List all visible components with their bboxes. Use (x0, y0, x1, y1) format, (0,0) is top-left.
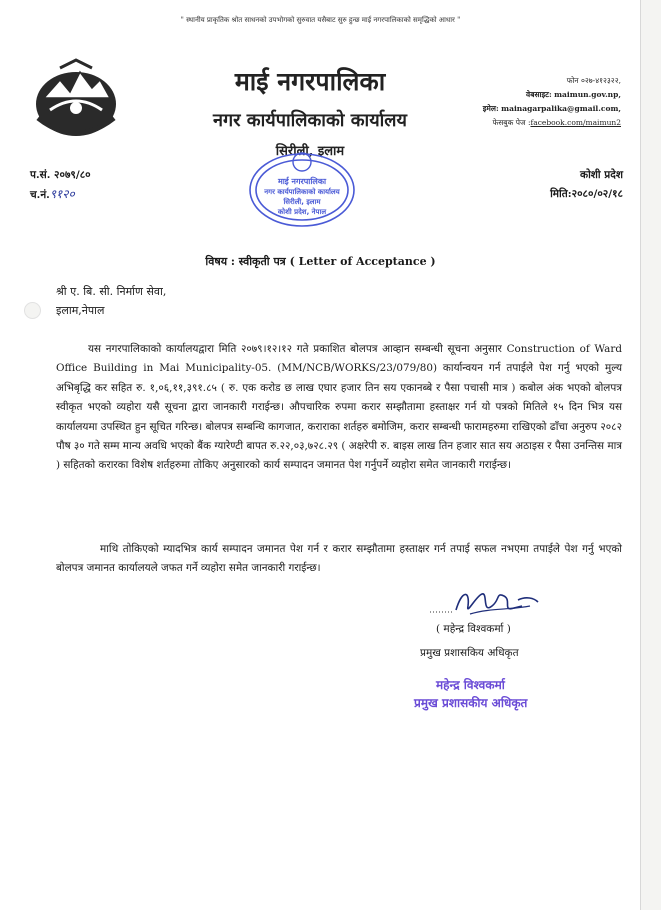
letter-subject: विषय : स्वीकृती पत्र ( Letter of Acceptance ) (205, 255, 436, 268)
svg-text:माई नगरपालिका: माई नगरपालिका (277, 177, 327, 186)
nepal-emblem-icon (30, 58, 122, 142)
letter-date: मिति:२०८०/०२/१८ (550, 188, 623, 200)
svg-text:नगर कार्यपालिकाको कार्यालय: नगर कार्यपालिकाको कार्यालय (264, 188, 340, 196)
contact-block (483, 74, 621, 130)
svg-text:सिरीली, इलाम: सिरीली, इलाम (283, 198, 321, 206)
punch-hole (24, 302, 41, 319)
addressee-name: श्री ए. बि. सी. निर्माण सेवा, (56, 285, 167, 298)
signatory-name: ( महेन्द्र विश्वकर्मा ) (436, 623, 511, 635)
contact-phone: फोन ०२७-४१२३२२, (566, 76, 621, 85)
province-date-block (550, 166, 623, 204)
office-motto: " स्थानीय प्राकृतिक श्रोत साधनको उपभोगको सुरुवात यसैबाट सुरु हुन्छ माई नगरपालिकाको समृद्धिको आधार " (180, 16, 461, 24)
contact-website: वेबसाइट: maimun.gov.np, (526, 90, 621, 99)
name-stamp: महेन्द्र विश्वकर्मा (436, 678, 505, 692)
handwritten-signature-icon (430, 586, 540, 622)
letter-paragraph-1: यस नगरपालिकाको कार्यालयद्वारा मिति २०७९।१२।१२ गते प्रकाशित बोलपत्र आव्हान सम्बन्धी सूचना अनुसार Construction of Ward Office Building in Mai Municipality-05. (MM/NCB/WORKS/23/079/80) कार्यान्वयन गर्न तपाईले पेश गर्नु भएको मुल्य अभिबृद्धि कर सहित रु. १,०६,११,३९१.८५ ( रु. एक करोड छ लाख एघार हजार तिन सय एकानब्बे र पैसा पचासी मात्र ) कबोल अंक भएको बोलपत्र स्वीकृत भएको व्यहोरा यसै सूचना द्वारा जानकारी गराईन्छ। औपचारिक रुपमा करार सम्झौतामा हस्ताक्षर गर्न यो पत्रको मितिले १५ दिन भित्र यस कार्यालयमा उपस्थित हुन सूचित गरिन्छ। बोलपत्र सम्बन्धि कागजात, कराराका शर्तहरु बमोजिम, करार सम्बन्धी फारामहरुमा राखिएको ढाँचा अनुरुप २०८२ पौष ३० गते सम्म मान्य अवधि भएको बैंक ग्यारेण्टी बापत रु.२२,०३,७२८.२९ ( अक्षरेपी रु. बाइस लाख तिन हजार सात सय अठाइस र पैसा उनन्तिस मात्र ) सहितको करारका विशेष शर्तहरुमा तोकिए अनुसारको कार्य सम्पादन जमानत पेश गर्नुपर्ने व्यहोरा समेत जानकारी गराईन्छ। (56, 343, 623, 472)
designation-stamp: प्रमुख प्रशासकीय अधिकृत (414, 696, 528, 710)
chalani-number: च.नं.९१२० (30, 187, 75, 201)
reference-numbers (30, 166, 91, 205)
contact-facebook: फेसबुक पेज :facebook.com/maimun2 (492, 118, 621, 127)
province: कोशी प्रदेश (580, 169, 623, 181)
contact-email: इमेल: mainagarpalika@gmail.com, (482, 104, 621, 113)
office-location: सिरीली, इलाम (275, 144, 345, 159)
addressee-address: इलाम,नेपाल (56, 304, 105, 317)
patra-sankhya: प.सं. २०७९/८० (30, 169, 91, 181)
addressee-block (56, 282, 166, 320)
office-subtitle: नगर कार्यपालिकाको कार्यालय (213, 110, 407, 131)
office-stamp-icon (246, 148, 358, 228)
office-name: माई नगरपालिका (234, 67, 386, 96)
signatory-designation: प्रमुख प्रशासकिय अधिकृत (420, 647, 519, 659)
letter-paragraph-2: माथि तोकिएको म्यादभित्र कार्य सम्पादन जमानत पेश गर्न र करार सम्झौतामा हस्ताक्षर गर्न तपाई सफल नभएमा तपाईले पेश गर्नु भएको बोलपत्र जमानत कार्यालयले जफत गर्ने व्यहोरा समेत जानकारी गराईन्छ। (56, 543, 622, 575)
svg-text:कोशी प्रदेश, नेपाल: कोशी प्रदेश, नेपाल (277, 208, 327, 216)
